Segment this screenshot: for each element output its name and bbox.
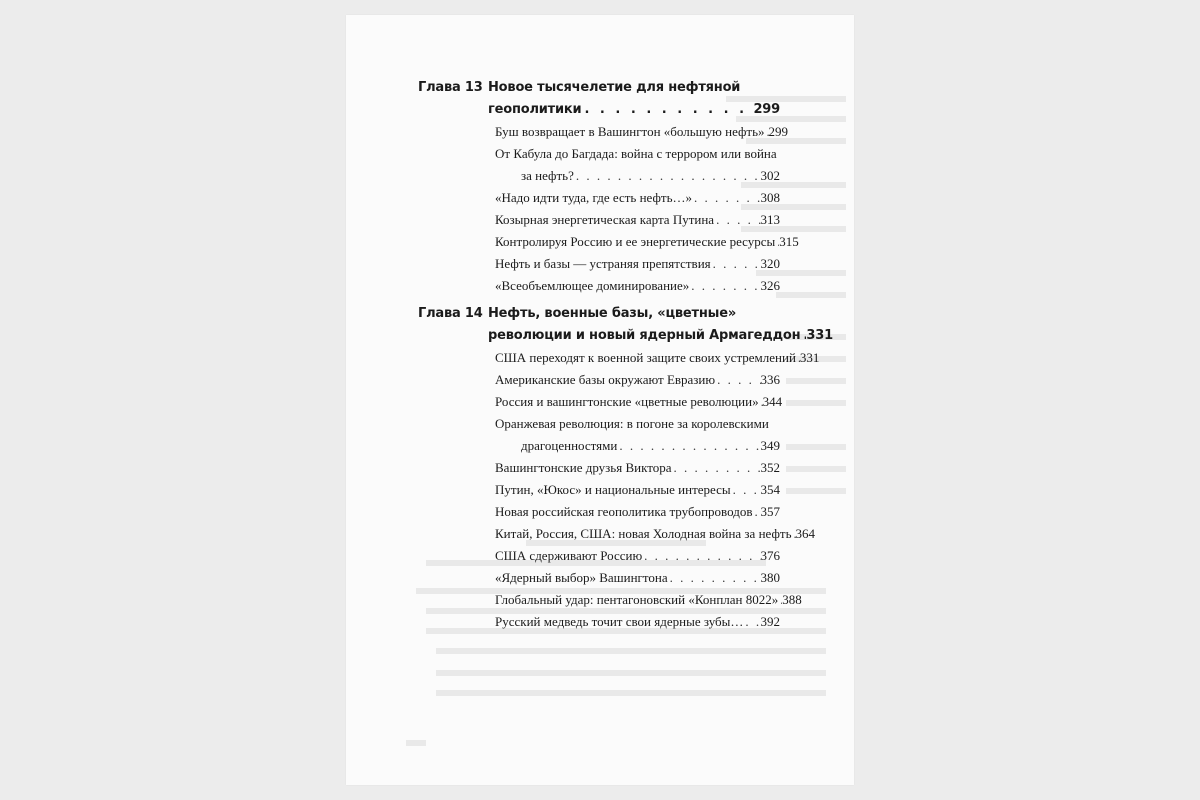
entry-page-number: 315	[779, 234, 799, 249]
dot-leader	[711, 253, 761, 275]
dot-leader	[715, 369, 760, 391]
toc-entry	[495, 209, 780, 231]
entry-page-number: 352	[760, 460, 780, 475]
entry-page-number: 376	[760, 548, 780, 563]
dot-leader	[642, 545, 760, 567]
entry-title: США переходят к военной защите своих устремлений	[495, 350, 796, 365]
entry-page-number: 344	[762, 394, 783, 409]
chapter-title-line-2: революции и новый ядерный Армагеддон	[488, 328, 801, 343]
toc-entry	[495, 347, 820, 369]
toc-entry	[495, 187, 780, 209]
entry-page-number: 302	[760, 168, 780, 183]
entry-page-number: 364	[795, 526, 815, 541]
entry-title: Козырная энергетическая карта Путина	[495, 212, 715, 227]
entry-title: «Всеобъемлющее доминирование»	[495, 278, 690, 293]
entry-page-number: 336	[760, 372, 780, 387]
entry-title: Буш возвращает в Вашингтон «большую нефть»	[495, 124, 765, 139]
chapter-page-number: 299	[753, 102, 780, 117]
entry-page-number: 392	[760, 614, 780, 629]
entry-title: Нефть и базы — устраняя препятствия	[495, 256, 711, 271]
entry-page-number: 331	[799, 350, 820, 365]
toc-entry	[495, 501, 780, 523]
entry-title: Новая российская геополитика трубопроводов	[495, 504, 753, 519]
chapter-entries	[495, 347, 820, 633]
entry-title: Россия и вашингтонские «цветные революции»	[495, 394, 759, 409]
entry-page-number: 357	[760, 504, 780, 519]
dot-leader	[617, 435, 760, 457]
entry-page-number: 326	[760, 278, 780, 293]
dot-leader	[581, 99, 753, 121]
entry-title: От Кабула до Багдада: война с террором или война	[495, 146, 777, 161]
entry-title: США сдерживают Россию	[495, 548, 643, 563]
chapter-title-line-1: Новое тысячелетие для нефтяной	[488, 80, 741, 95]
entry-title: Глобальный удар: пентагоновский «Конплан 8022»	[495, 592, 779, 607]
chapter-label: Глава 13	[418, 80, 483, 95]
dot-leader	[668, 567, 761, 589]
toc-entry	[495, 589, 802, 611]
toc-entry	[495, 545, 780, 567]
entry-title: «Ядерный выбор» Вашингтона	[495, 570, 668, 585]
chapter-label: Глава 14	[418, 306, 483, 321]
chapter-14	[418, 303, 833, 633]
dot-leader	[672, 457, 761, 479]
entry-title-continued: за нефть?	[521, 168, 574, 183]
entry-page-number: 349	[760, 438, 780, 453]
entry-title: «Надо идти туда, где есть нефть…»	[495, 190, 693, 205]
dot-leader	[743, 611, 760, 633]
toc-entry	[495, 275, 780, 297]
table-of-contents	[418, 77, 833, 633]
entry-title: Вашингтонские друзья Виктора	[495, 460, 672, 475]
chapter-title	[488, 77, 780, 121]
chapter-entries	[495, 121, 799, 297]
book-page	[346, 15, 854, 785]
toc-entry	[495, 369, 780, 391]
dot-leader	[714, 209, 760, 231]
toc-entry	[495, 231, 799, 253]
dot-leader	[574, 165, 761, 187]
chapter-title	[488, 303, 833, 347]
chapter-title-line-2: геополитики	[488, 102, 582, 117]
entry-page-number: 354	[760, 482, 780, 497]
dot-leader	[731, 479, 761, 501]
dot-leader	[689, 275, 760, 297]
toc-entry	[495, 479, 780, 501]
toc-entry	[495, 523, 815, 545]
entry-title: Оранжевая революция: в погоне за королевскими	[495, 416, 769, 431]
entry-page-number: 388	[782, 592, 802, 607]
toc-entry	[495, 143, 780, 187]
entry-title: Контролируя Россию и ее энергетические ресурсы	[495, 234, 776, 249]
entry-page-number: 380	[760, 570, 780, 585]
toc-entry	[495, 253, 780, 275]
entry-page-number: 308	[760, 190, 780, 205]
entry-title: Китай, Россия, США: новая Холодная война за нефть	[495, 526, 792, 541]
chapter-13	[418, 77, 799, 297]
entry-title-continued: драгоценностями	[521, 438, 618, 453]
entry-title: Путин, «Юкос» и национальные интересы	[495, 482, 731, 497]
toc-entry	[495, 391, 783, 413]
entry-title: Русский медведь точит свои ядерные зубы…	[495, 614, 744, 629]
chapter-title-line-1: Нефть, военные базы, «цветные»	[488, 306, 737, 321]
toc-entry	[495, 567, 780, 589]
entry-page-number: 299	[768, 124, 789, 139]
toc-entry	[495, 413, 780, 457]
entry-page-number: 320	[760, 256, 780, 271]
dot-leader	[692, 187, 760, 209]
chapter-page-number: 331	[806, 328, 833, 343]
toc-entry	[495, 121, 789, 143]
toc-entry	[495, 611, 780, 633]
entry-page-number: 313	[760, 212, 780, 227]
toc-entry	[495, 457, 780, 479]
dot-leader	[752, 501, 760, 523]
entry-title: Американские базы окружают Евразию	[495, 372, 716, 387]
